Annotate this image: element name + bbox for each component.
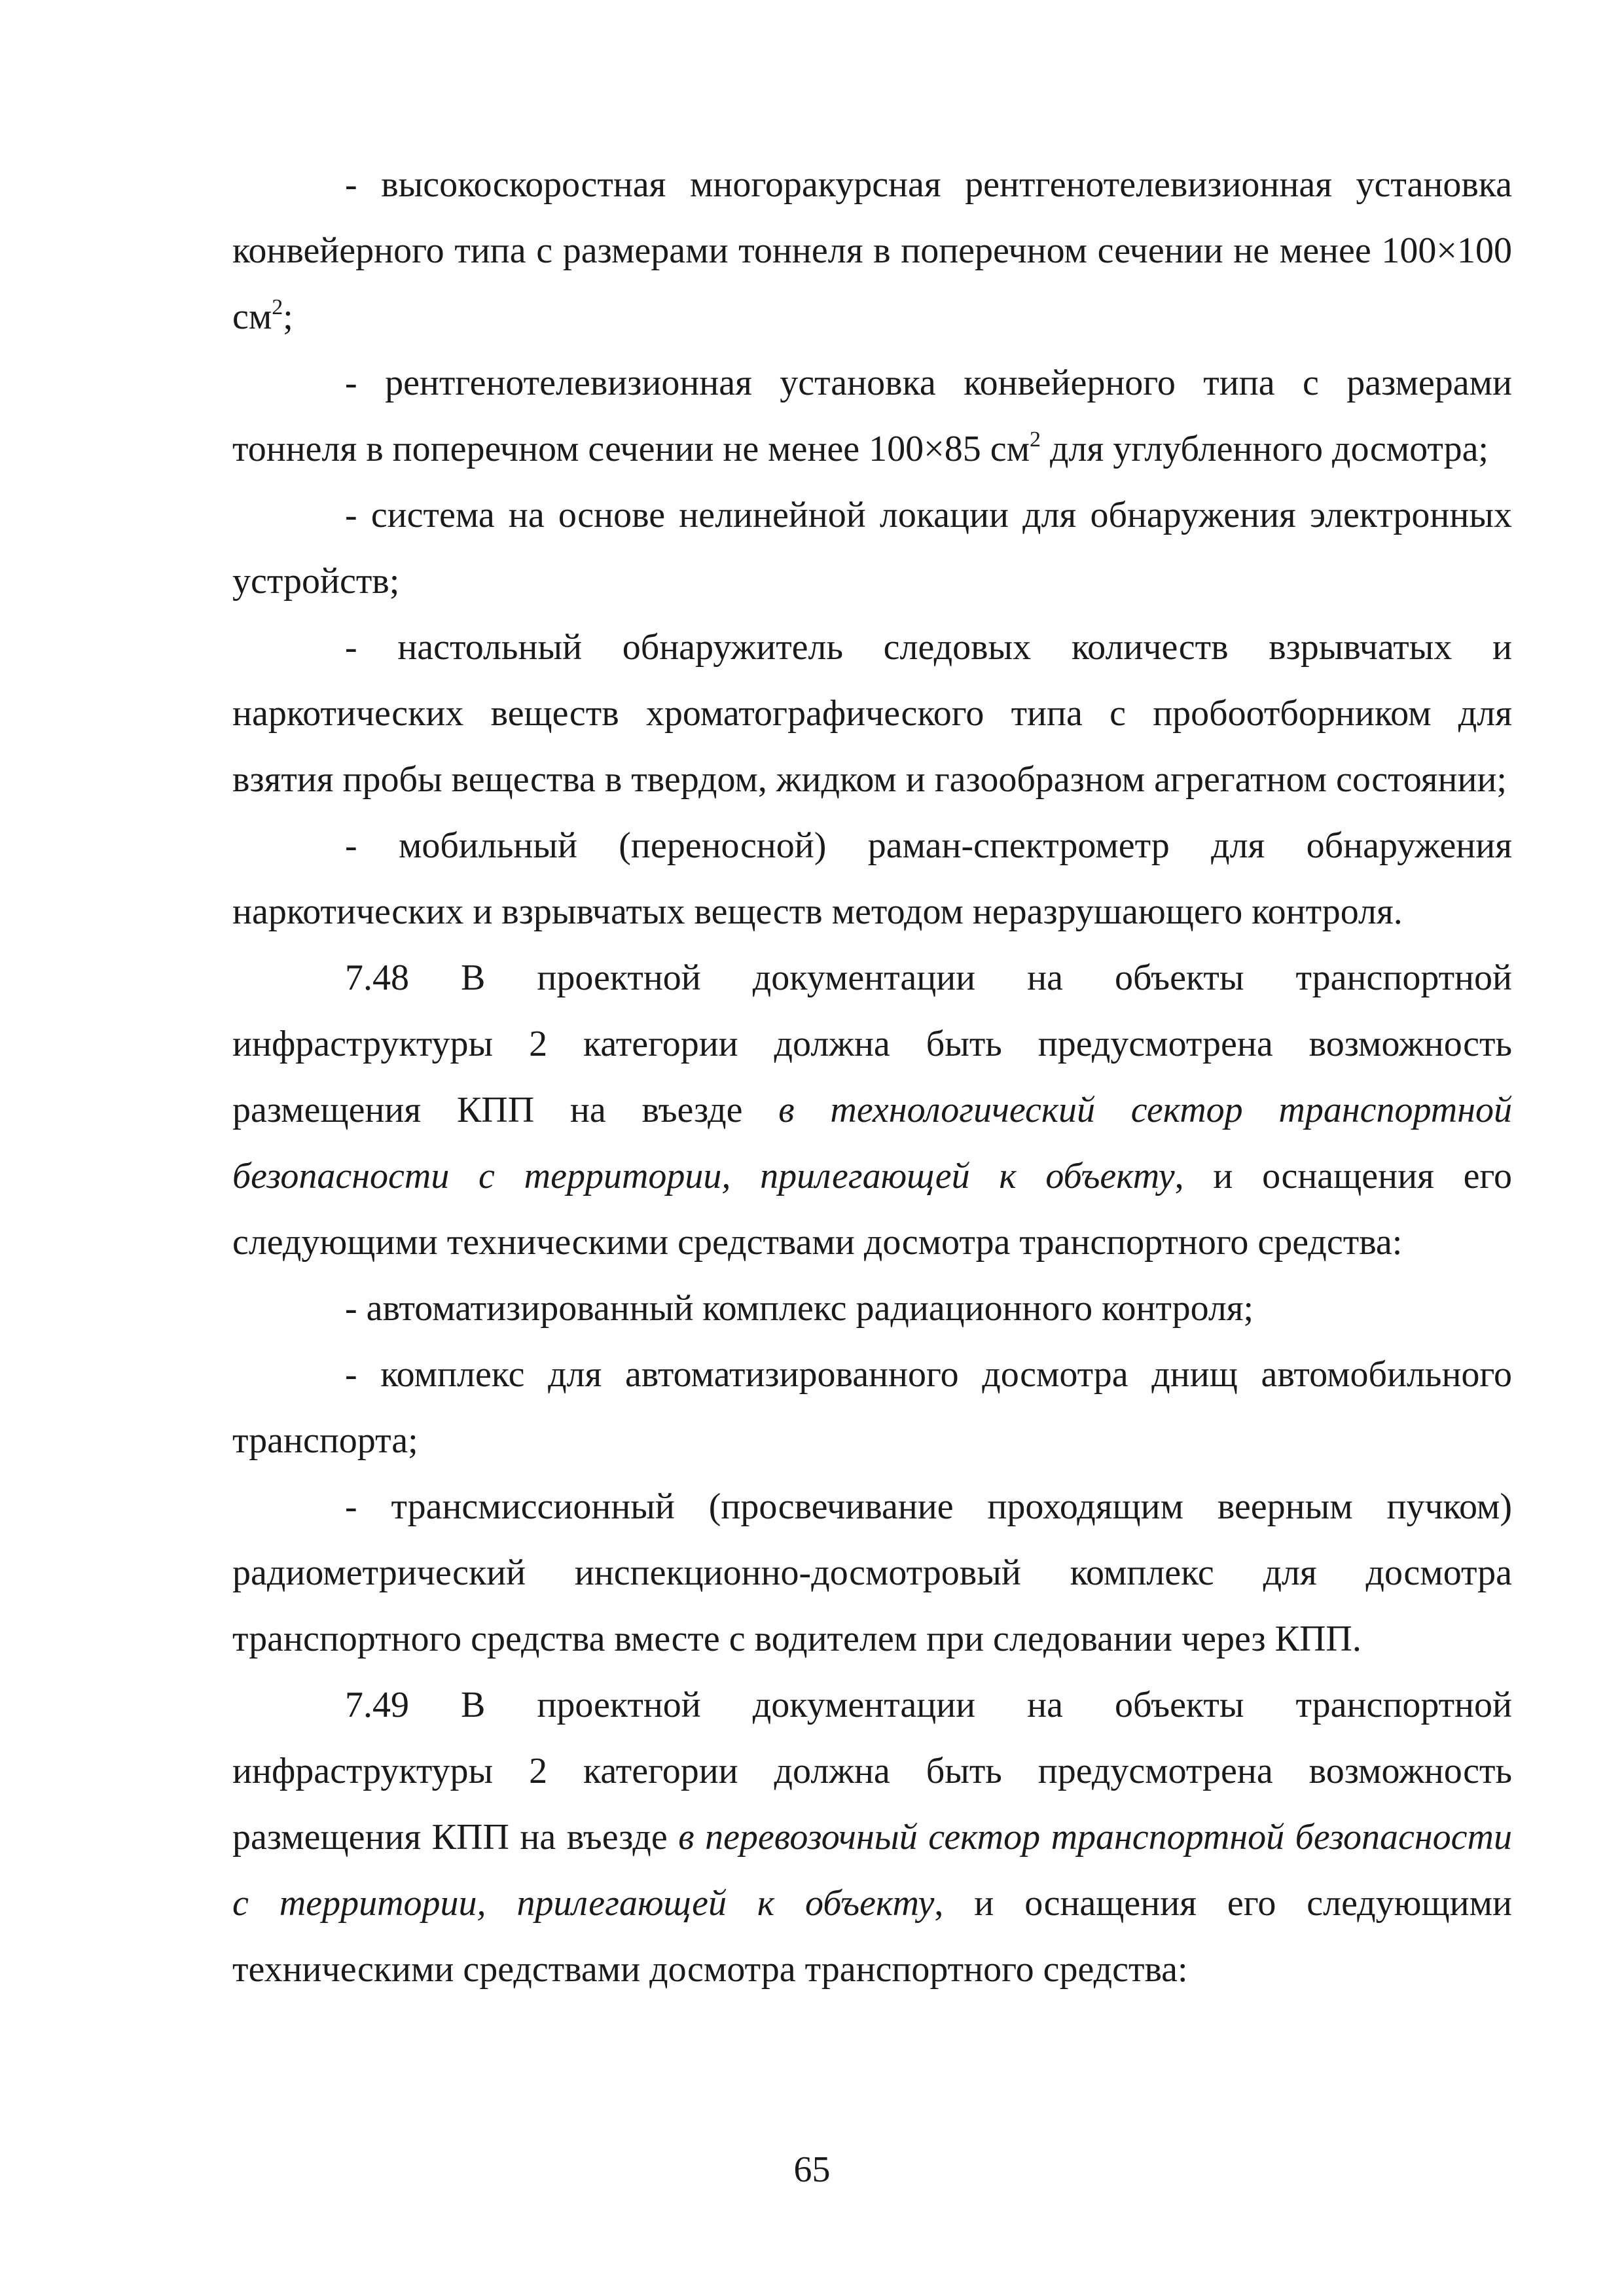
- list-item-trace-detector: - настольный обнаружитель следовых количеств взрывчатых и наркотических веществ хроматографического типа с пробоотборником для взятия пробы вещества в твердом, жидком и газообразном агрегатном состоянии;: [232, 627, 1512, 800]
- body-text: [232, 152, 1512, 2003]
- list-item-transmission-scanner: - трансмиссионный (просвечивание проходящим веерным пучком) радиометрический инспекционно-досмотровый комплекс для досмотра транспортного средства вместе с водителем при следовании через КПП.: [232, 1486, 1512, 1659]
- clause-7-49: 7.49 В проектной документации на объекты транспортной инфраструктуры 2 категории должна быть предусмотрена возможность размещения КПП на въезде в перевозочный сектор транспортной безопасности с территории, прилегающей к объекту, и оснащения его следующими техническими средствами досмотра транспортного средства:: [232, 1685, 1513, 1990]
- page-number: 65: [793, 2149, 831, 2190]
- list-item-raman-spectrometer: - мобильный (переносной) раман-спектрометр для обнаружения наркотических и взрывчатых веществ методом неразрушающего контроля.: [232, 825, 1512, 932]
- list-item-nonlinear-locator: - система на основе нелинейной локации для обнаружения электронных устройств;: [232, 495, 1512, 601]
- list-item-radiation-control: - автоматизированный комплекс радиационного контроля;: [345, 1288, 1254, 1329]
- clause-7-48: 7.48 В проектной документации на объекты транспортной инфраструктуры 2 категории должна быть предусмотрена возможность размещения КПП на въезде в технологический сектор транспортной безопасности с территории, прилегающей к объекту, и оснащения его следующими техническими средствами досмотра транспортного средства:: [232, 958, 1512, 1263]
- list-item-undercarriage-inspection: - комплекс для автоматизированного досмотра днищ автомобильного транспорта;: [232, 1354, 1512, 1461]
- list-item-conveyor-xray-100: - высокоскоростная многоракурсная рентгенотелевизионная установка конвейерного типа с размерами тоннеля в поперечном сечении не менее 100×100 $см^2$;: [232, 164, 1512, 337]
- list-item-conveyor-xray-85: - рентгенотелевизионная установка конвейерного типа с размерами тоннеля в поперечном сечении не менее 100×85 $см^2$ для углубленного досмотра;: [232, 363, 1512, 469]
